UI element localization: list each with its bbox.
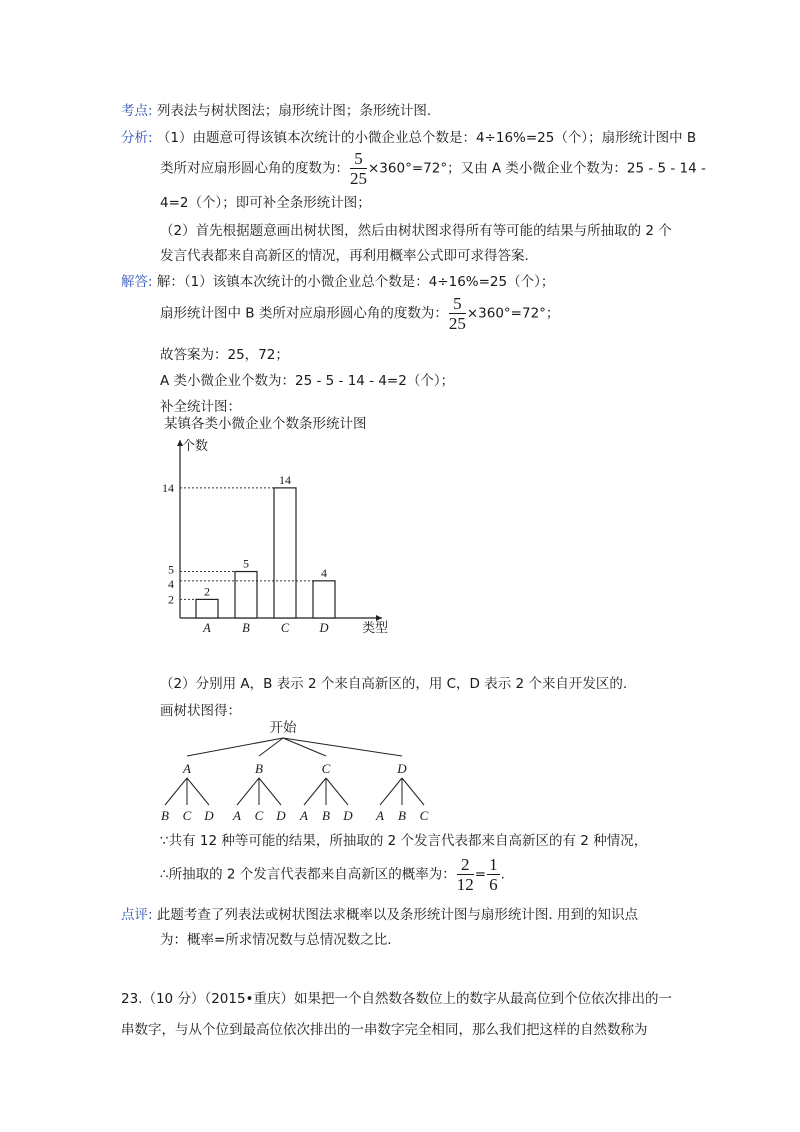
probability-fraction-2 bbox=[487, 856, 500, 893]
tree-node-A: A bbox=[183, 761, 191, 776]
jieda-frac-den: 25 bbox=[448, 314, 466, 333]
jieda-fraction bbox=[449, 295, 466, 332]
bar-B bbox=[235, 572, 257, 618]
tree-branch bbox=[326, 778, 348, 805]
fenxi-label: 分析: bbox=[121, 130, 153, 146]
jieda-line-3: 故答案为：25，72； bbox=[160, 347, 289, 363]
jieda-line-2-post: ×360°=72°； bbox=[466, 305, 560, 322]
jieda-frac-num: 5 bbox=[449, 295, 466, 314]
tree-node-C: C bbox=[321, 761, 331, 776]
dianping-line-1: 此题考查了列表法或树状图法求概率以及条形统计图与扇形统计图. 用到的知识点 bbox=[156, 907, 638, 923]
part2-line-1: （2）分别用 A，B 表示 2 个来自高新区的，用 C，D 表示 2 个来自开发区的. bbox=[160, 676, 628, 692]
tree-leaf: C bbox=[254, 808, 264, 823]
tree-branch bbox=[402, 778, 424, 805]
tree-leaf: C bbox=[419, 808, 429, 823]
q23-line-2: 串数字，与从个位到最高位依次排出的一串数字完全相同，那么我们把这样的自然数称为 bbox=[121, 1022, 648, 1038]
tree-leaf: D bbox=[276, 808, 286, 823]
part2-line-2: 画树状图得： bbox=[160, 703, 241, 719]
tree-leaf: A bbox=[233, 808, 241, 823]
fenxi-line-4: （2）首先根据题意画出树状图，然后由树状图求得所有等可能的结果与所抽取的 2 个 bbox=[160, 223, 672, 239]
tree-branch bbox=[283, 738, 402, 756]
tree-leaf: D bbox=[204, 808, 214, 823]
x-tick-label: C bbox=[280, 621, 290, 635]
frac2-den: 6 bbox=[489, 875, 498, 894]
chart-xlabel: 类型 bbox=[362, 621, 389, 636]
kaodian-text: 列表法与树状图法；扇形统计图；条形统计图. bbox=[156, 103, 432, 119]
fenxi-line-2-post: ×360°=72°；又由 A 类小微企业个数为：25 - 5 - 14 - bbox=[368, 160, 706, 177]
tree-leaf: B bbox=[322, 808, 330, 823]
fenxi-line-5: 发言代表都来自高新区的情况，再利用概率公式即可求得答案. bbox=[160, 248, 529, 264]
conclusion-line-2-pre: ∴所抽取的 2 个发言代表都来自高新区的概率为： bbox=[160, 866, 456, 883]
bar-D bbox=[313, 581, 335, 618]
tree-leaf: A bbox=[376, 808, 384, 823]
fenxi-line-1: （1）由题意可得该镇本次统计的小微企业总个数是：4÷16%=25（个）；扇形统计图中 B bbox=[156, 130, 697, 146]
frac2-num: 1 bbox=[489, 855, 498, 874]
bar-A bbox=[196, 599, 218, 618]
tree-node-D: D bbox=[397, 761, 407, 776]
fenxi-row-1 bbox=[121, 126, 696, 146]
tree-leaf: C bbox=[182, 808, 192, 823]
tree-leaf: A bbox=[300, 808, 308, 823]
tree-branch bbox=[237, 778, 259, 805]
conclusion-end: . bbox=[500, 866, 505, 883]
x-tick-label: A bbox=[203, 621, 211, 635]
jieda-line-2-pre: 扇形统计图中 B 类所对应扇形圆心角的度数为： bbox=[160, 305, 448, 322]
tree-leaf: B bbox=[161, 808, 169, 823]
tree-leaf: B bbox=[398, 808, 406, 823]
bar-value-label: 14 bbox=[279, 472, 291, 487]
tree-root: 开始 bbox=[269, 720, 297, 736]
x-tick-label: D bbox=[319, 621, 329, 635]
jieda-row-1 bbox=[121, 270, 554, 290]
fenxi-line-2-pre: 类所对应扇形圆心角的度数为： bbox=[160, 160, 349, 177]
bar-chart bbox=[150, 412, 410, 644]
kaodian-label: 考点: bbox=[121, 103, 153, 119]
chart-ylabel: 个数 bbox=[182, 439, 209, 454]
jieda-line-1: 解：（1）该镇本次统计的小微企业总个数是：4÷16%=25（个）； bbox=[156, 274, 555, 290]
conclusion-row-2 bbox=[160, 856, 505, 893]
dianping-row-1 bbox=[121, 903, 638, 923]
probability-fraction-1 bbox=[457, 856, 474, 893]
x-tick-label: B bbox=[242, 621, 250, 635]
tree-leaf: D bbox=[343, 808, 353, 823]
tree-branch bbox=[304, 778, 326, 805]
bar-value-label: 2 bbox=[204, 584, 210, 599]
y-tick-label: 2 bbox=[168, 592, 174, 607]
jieda-label: 解答: bbox=[121, 274, 153, 290]
frac1-den: 12 bbox=[456, 875, 474, 894]
conclusion-line-1: ∵共有 12 种等可能的结果，所抽取的 2 个发言代表都来自高新区的有 2 种情况， bbox=[160, 833, 648, 849]
bar-value-label: 4 bbox=[321, 565, 327, 580]
kaodian-row bbox=[121, 99, 431, 119]
y-tick-label: 5 bbox=[168, 562, 174, 577]
equals-sign: = bbox=[474, 866, 487, 883]
jieda-line-5: 补全统计图： bbox=[160, 399, 241, 415]
jieda-line-4: A 类小微企业个数为：25 - 5 - 14 - 4=2（个）； bbox=[160, 373, 455, 389]
y-tick-label: 4 bbox=[168, 576, 174, 591]
chart-title: 某镇各类小微企业个数条形统计图 bbox=[164, 416, 367, 432]
dianping-label: 点评: bbox=[121, 907, 153, 923]
q23-line-1: 23.（10 分）（2015•重庆）如果把一个自然数各数位上的数字从最高位到个位依次排出的一 bbox=[121, 991, 673, 1007]
fenxi-frac-den: 25 bbox=[350, 169, 367, 188]
y-tick-label: 14 bbox=[162, 480, 174, 495]
fenxi-line-3: 4=2（个）；即可补全条形统计图； bbox=[160, 195, 371, 211]
tree-node-B: B bbox=[255, 761, 263, 776]
tree-branch bbox=[165, 778, 187, 805]
dianping-line-2: 为：概率=所求情况数与总情况数之比. bbox=[160, 932, 392, 948]
bar-value-label: 5 bbox=[243, 556, 249, 571]
fenxi-row-2 bbox=[160, 150, 706, 187]
tree-branch bbox=[187, 738, 283, 756]
fenxi-fraction bbox=[350, 150, 367, 187]
tree-branch bbox=[187, 778, 209, 805]
bar-C bbox=[274, 488, 296, 618]
tree-branch bbox=[283, 738, 326, 756]
fenxi-frac-num: 5 bbox=[350, 150, 367, 169]
tree-diagram bbox=[150, 716, 440, 824]
tree-branch bbox=[259, 778, 281, 805]
frac1-num: 2 bbox=[457, 856, 474, 875]
jieda-row-2 bbox=[160, 295, 559, 332]
tree-branch bbox=[380, 778, 402, 805]
